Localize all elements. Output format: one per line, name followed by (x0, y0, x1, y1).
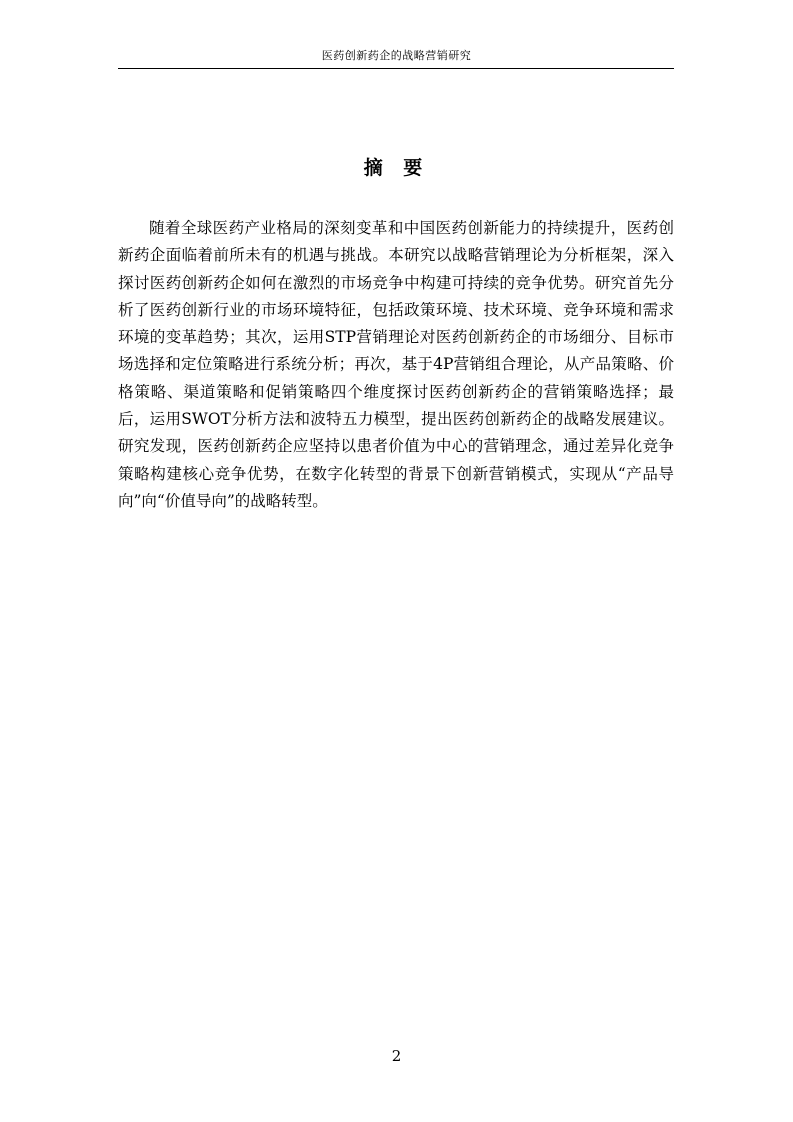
page-number: 2 (391, 1047, 402, 1065)
running-header: 医药创新药企的战略营销研究 (321, 49, 472, 62)
header-rule (118, 68, 674, 69)
abstract-body: 随着全球医药产业格局的深刻变革和中国医药创新能力的持续提升，医药创新药企面临着前所未有的机遇与挑战。本研究以战略营销理论为分析框架，深入探讨医药创新药企如何在激烈的市场竞争中构建可持续的竞争优势。研究首先分析了医药创新行业的市场环境特征，包括政策环境、技术环境、竞争环境和需求环境的变革趋势；其次，运用STP营销理论对医药创新药企的市场细分、目标市场选择和定位策略进行系统分析；再次，基于4P营销组合理论，从产品策略、价格策略、渠道策略和促销策略四个维度探讨医药创新药企的营销策略选择；最后，运用SWOT分析方法和波特五力模型，提出医药创新药企的战略发展建议。研究发现，医药创新药企应坚持以患者价值为中心的营销理念，通过差异化竞争策略构建核心竞争优势，在数字化转型的背景下创新营销模式，实现从“产品导向”向“价值导向”的战略转型。 (118, 219, 674, 510)
abstract-title: 摘 要 (363, 157, 430, 179)
